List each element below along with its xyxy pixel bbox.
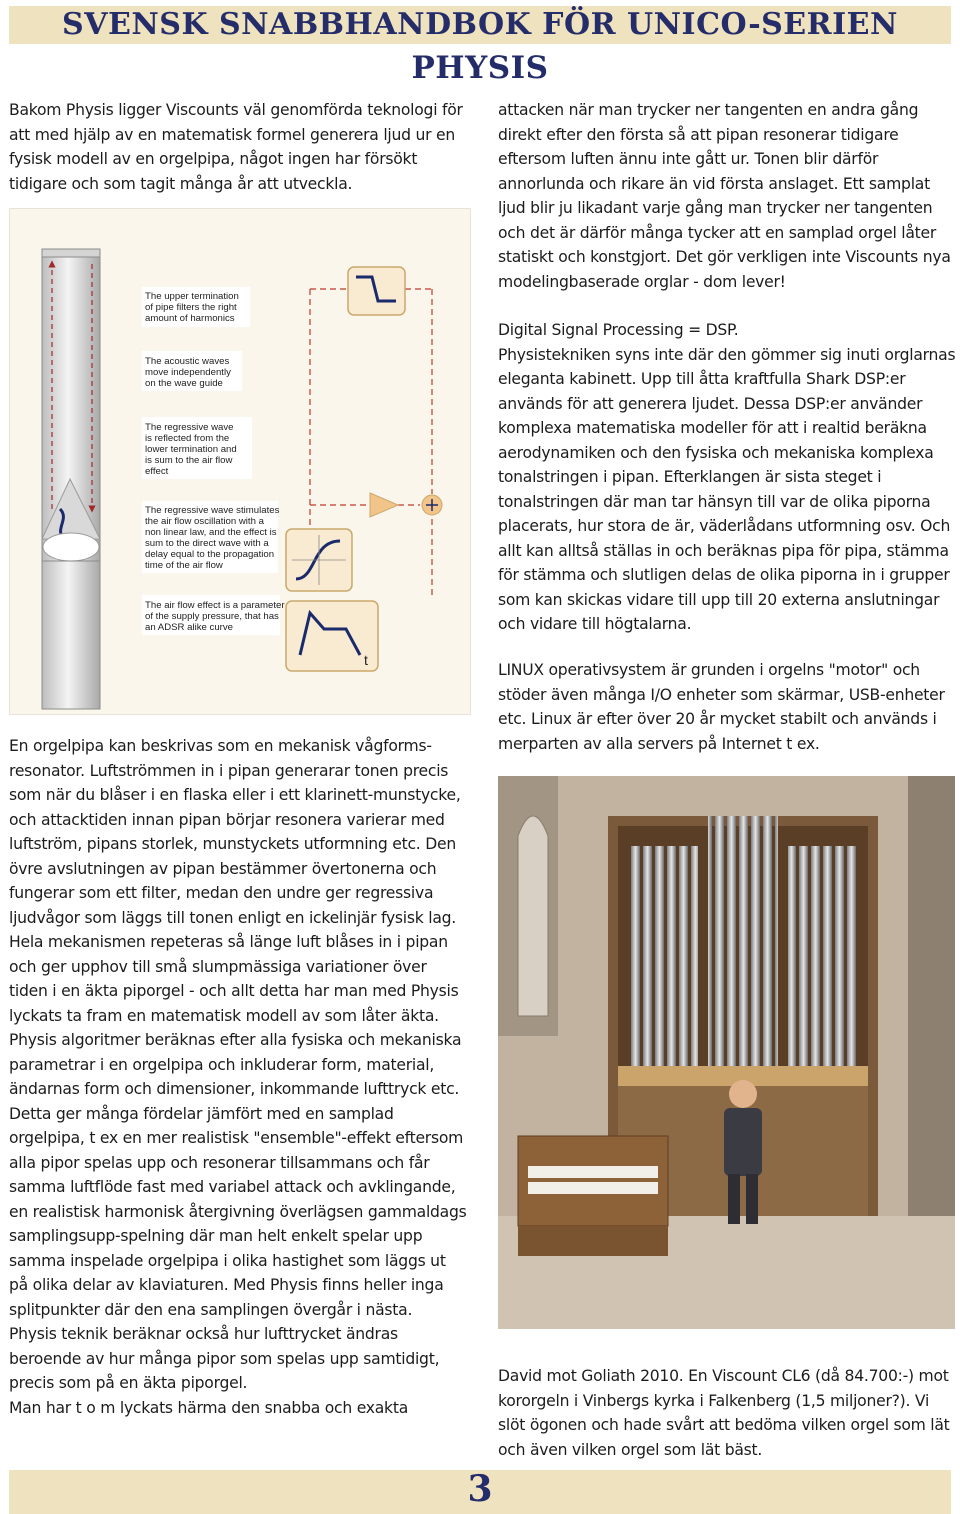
adsr-time-axis: t bbox=[364, 652, 368, 668]
dsp-heading: Digital Signal Processing = DSP. bbox=[498, 321, 739, 339]
right-paragraph-1: attacken när man trycker ner tangenten en andra gång direkt efter den första så att pipan resonerar tidigare eftersom luften ännu inte gått ur. Tonen blir därför annorlunda och rikare än vid första anslaget. Ett samplat ljud blir ju likadant varje gång man trycker ner tangenten och det är därför många tycker att en samplad orgel låter statiskt och konstgjort. Det gör verkligen inte Viscounts nya modelingbaserade orglar - dom lever! bbox=[498, 101, 951, 291]
left-paragraph-4: Man har t o m lyckats härma den snabba och exakta bbox=[9, 1398, 409, 1417]
header-band bbox=[9, 6, 951, 44]
label-box-4 bbox=[142, 501, 280, 573]
left-paragraph-3: Physis teknik beräknar också hur lufttrycket ändras beroende av hur många pipor som spelas upp samtidigt, precis som på en äkta piporgel. bbox=[9, 1325, 440, 1392]
organ-pipe-diagram bbox=[9, 208, 471, 715]
person-body bbox=[724, 1108, 762, 1176]
church-organ-photo bbox=[498, 776, 955, 1329]
dsp-paragraph: Physistekniken syns inte där den gömmer sig inuti orglarnas eleganta kabinett. Upp till åtta kraftfulla Shark DSP:er används för att generera ljudet. Dessa DSP:er använder komplexa matematiska modeller för att i realtid beräkna aerodynamiken och den fysiska och mekaniska komplexa tonalstringen i pipan. Efterklangen är sista steget i tonalstringen där man tar hänsyn till var de olika piporna placerats, hur stora de är, väderlådans utformning osv. Och allt kan alltså ställas in och beräknas pipa för pipa, stämma för stämma och slutligen delas de olika piporna in i grupper som kan skickas vidare till upp till 20 externa anslutningar och vidare till högtalarna. bbox=[498, 345, 956, 633]
label-box-5 bbox=[142, 595, 285, 635]
amplifier-icon bbox=[370, 493, 398, 517]
person-head bbox=[729, 1080, 757, 1108]
label-box-2 bbox=[142, 351, 242, 391]
intro-paragraph: Bakom Physis ligger Viscounts väl genomförda teknologi för att med hjälp av en matematisk formel generera ljud ur en fysisk modell av en orgelpipa, något ingen har försökt tidigare och som tagit många år att utveckla. bbox=[9, 101, 463, 193]
left-paragraph-1: En orgelpipa kan beskrivas som en mekanisk vågforms-resonator. Luftströmmen in i pipan generarar tonen precis som när du blåser i en flaska eller i ett klarinett-munstycke, och attacktiden innan pipan börjar resonera varierar med luftström, pipans storlek, munstyckets utformning etc. Den övre avslutningen av pipan bestämmer övertonerna och fungerar som ett filter, medan den undre ger regressiva ljudvågor som läggs till tonen enligt en ickelinjär fysisk lag. Hela mekanismen repeteras så länge luft blåses in i pipan och ger upphov till små slumpmässiga variationer över tiden i en äkta piporgel - och allt detta har man med Physis lyckats ta fram en matematisk modell av som låter äkta. bbox=[9, 737, 461, 1025]
dsp-section bbox=[498, 318, 958, 637]
organ-photo-svg bbox=[498, 776, 955, 1329]
diagram-label-4: The regressive wave stimulates the air flow oscillation with a non linear law, and the effect is sum to the direct wave with a delay equal to the propagation time of the air flow bbox=[145, 505, 280, 571]
diagram-label-3: The regressive wave is reflected from the lower termination and is sum to the air flow effect bbox=[145, 422, 237, 477]
linux-paragraph: LINUX operativsystem är grunden i orgelns "motor" och stöder även många I/O enheter som skärmar, USB-enheter etc. Linux är efter över 20 år mycket stabilt och används i merparten av alla servers på Internet t ex. bbox=[498, 661, 945, 753]
pipe-diagram-svg bbox=[10, 209, 470, 714]
label-box-3 bbox=[142, 417, 252, 479]
left-body bbox=[9, 734, 469, 1420]
left-paragraph-2: Physis algoritmer beräknas efter alla fysiska och mekaniska parametrar i en orgelpipa och inkluderar form, material, ändarnas form och dimensioner, inkommande lufttryck etc. Detta ger många fördelar jämfört med en samplad orgelpipa, t ex en mer realistisk "ensemble"-effekt eftersom alla pipor spelas upp och resonerar tillsammans och får samma luftflöde fast med variabel attack och avklingande, en realistisk harmonisk återgivning överlägsen gammaldags samplingsupp-spelning där man helt enkelt spelar upp samma inspelade orgelpipa i olika hastighet som läggs ut på olika delar av klaviaturen. Med Physis finns heller inga splitpunkter där den ena samplingen övergår i nästa. bbox=[9, 1031, 467, 1319]
page-number: 3 bbox=[467, 1468, 493, 1510]
diagram-label-1: The upper termination of pipe filters the right amount of harmonics bbox=[145, 291, 239, 324]
photo-caption: David mot Goliath 2010. En Viscount CL6 (då 84.700:-) mot kororgeln i Vinbergs kyrka i Falkenberg (1,5 miljoner?). Vi slöt ögonen och hade svårt att bedöma vilken orgel som lät och även vilken orgel som lät bäst. bbox=[498, 1367, 950, 1459]
page-header-title: SVENSK SNABBHANDBOK FÖR UNICO-SERIEN bbox=[62, 7, 898, 42]
section-title: PHYSIS bbox=[411, 50, 549, 86]
diagram-label-2: The acoustic waves move independently on the wave guide bbox=[145, 356, 231, 389]
diagram-label-5: The air flow effect is a parameter of the supply pressure, that has an ADSR alike curve bbox=[145, 600, 285, 633]
label-box-1 bbox=[142, 287, 250, 327]
